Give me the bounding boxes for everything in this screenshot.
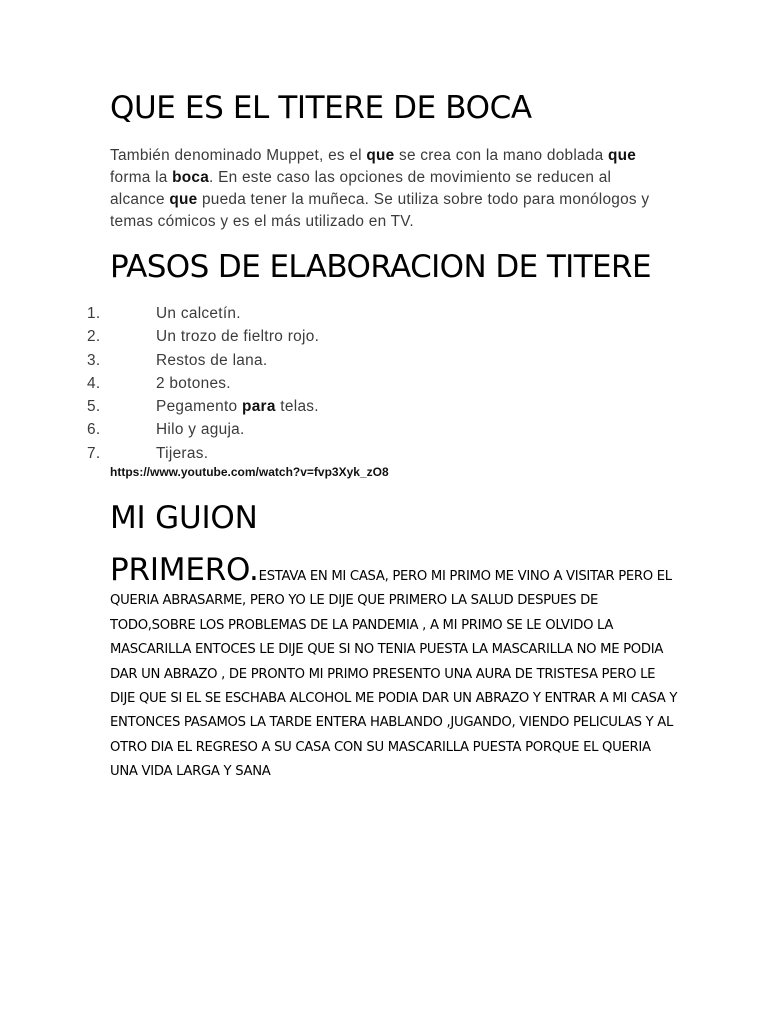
story-lead: PRIMERO. xyxy=(110,552,259,588)
step-text-run: Tijeras. xyxy=(156,444,209,462)
step-number: 1. xyxy=(87,305,101,322)
step-item xyxy=(0,349,768,372)
step-item xyxy=(0,325,768,348)
intro-bold-word: que xyxy=(169,191,198,208)
step-text-run: Un trozo de fieltro rojo. xyxy=(156,328,320,346)
intro-text-run: . En este caso las opciones de movimiento se reducen al alcance xyxy=(110,169,612,208)
step-item xyxy=(0,442,768,465)
intro-bold-word: que xyxy=(366,147,395,164)
step-text-run: 2 botones. xyxy=(156,374,231,392)
step-text-run: Hilo y aguja. xyxy=(156,421,245,439)
section-title-mi-guion: MI GUION xyxy=(110,500,258,536)
step-item xyxy=(0,372,768,395)
intro-bold-word: boca xyxy=(172,169,210,186)
step-text xyxy=(156,349,267,372)
step-text-run: Restos de lana. xyxy=(156,351,268,369)
step-text xyxy=(156,302,241,325)
step-number: 3. xyxy=(87,351,101,369)
video-link[interactable]: https://www.youtube.com/watch?v=fvp3Xyk_zO8 xyxy=(110,465,389,479)
step-number: 4. xyxy=(87,374,101,392)
intro-bold-word: que xyxy=(607,147,637,164)
step-text xyxy=(156,442,208,465)
step-text-run: telas. xyxy=(275,398,319,416)
step-item xyxy=(0,395,768,418)
intro-text-run: También denominado Muppet, es el xyxy=(110,147,367,164)
step-number: 7. xyxy=(87,444,101,462)
step-number: 6. xyxy=(87,421,101,439)
step-text-run: Un calcetín. xyxy=(156,305,241,322)
step-text xyxy=(156,395,319,418)
steps-list xyxy=(0,302,768,465)
step-item xyxy=(0,302,768,325)
step-text xyxy=(156,418,245,441)
intro-text-run: se crea con la mano doblada xyxy=(394,147,608,164)
story-body: ESTAVA EN MI CASA, PERO MI PRIMO ME VINO A VISITAR PERO EL QUERIA ABRASARME, PERO YO LE DIJE QUE PRIMERO LA SALUD DESPUES DE TODO,SOBRE LOS PROBLEMAS DE LA PANDEMIA , A MI PRIMO SE LE OLVIDO LA MASCARILLA ENTOCES LE DIJE QUE SI NO TENIA PUESTA LA MASCARILLA NO ME PODIA DAR UN ABRAZO , DE PRONTO MI PRIMO PRESENTO UNA AURA DE TRISTESA PERO LE DIJE QUE SI EL SE ESCHABA ALCOHOL ME PODIA DAR UN ABRAZO Y ENTRAR A MI CASA Y ENTONCES PASAMOS LA TARDE ENTERA HABLANDO ,JUGANDO, VIENDO PELICULAS Y AL OTRO DIA EL REGRESO A SU CASA CON SU MASCARILLA PUESTA PORQUE EL QUERIA UNA VIDA LARGA Y SANA xyxy=(110,569,678,780)
intro-paragraph xyxy=(110,145,670,233)
intro-text-run: pueda tener la muñeca. Se utiliza sobre todo para monólogos y temas cómicos y es el más utilizado en TV. xyxy=(110,191,650,230)
story-paragraph xyxy=(110,552,680,785)
step-text xyxy=(156,325,319,348)
step-item xyxy=(0,418,768,441)
section-title-que-es: QUE ES EL TITERE DE BOCA xyxy=(110,90,532,126)
step-text-run: Pegamento xyxy=(156,398,242,416)
step-bold-word: para xyxy=(242,398,276,416)
step-text xyxy=(156,372,231,395)
step-number: 5. xyxy=(87,398,101,416)
section-title-pasos: PASOS DE ELABORACION DE TITERE xyxy=(110,249,651,285)
intro-text-run: forma la xyxy=(110,169,173,186)
step-number: 2. xyxy=(87,328,101,346)
